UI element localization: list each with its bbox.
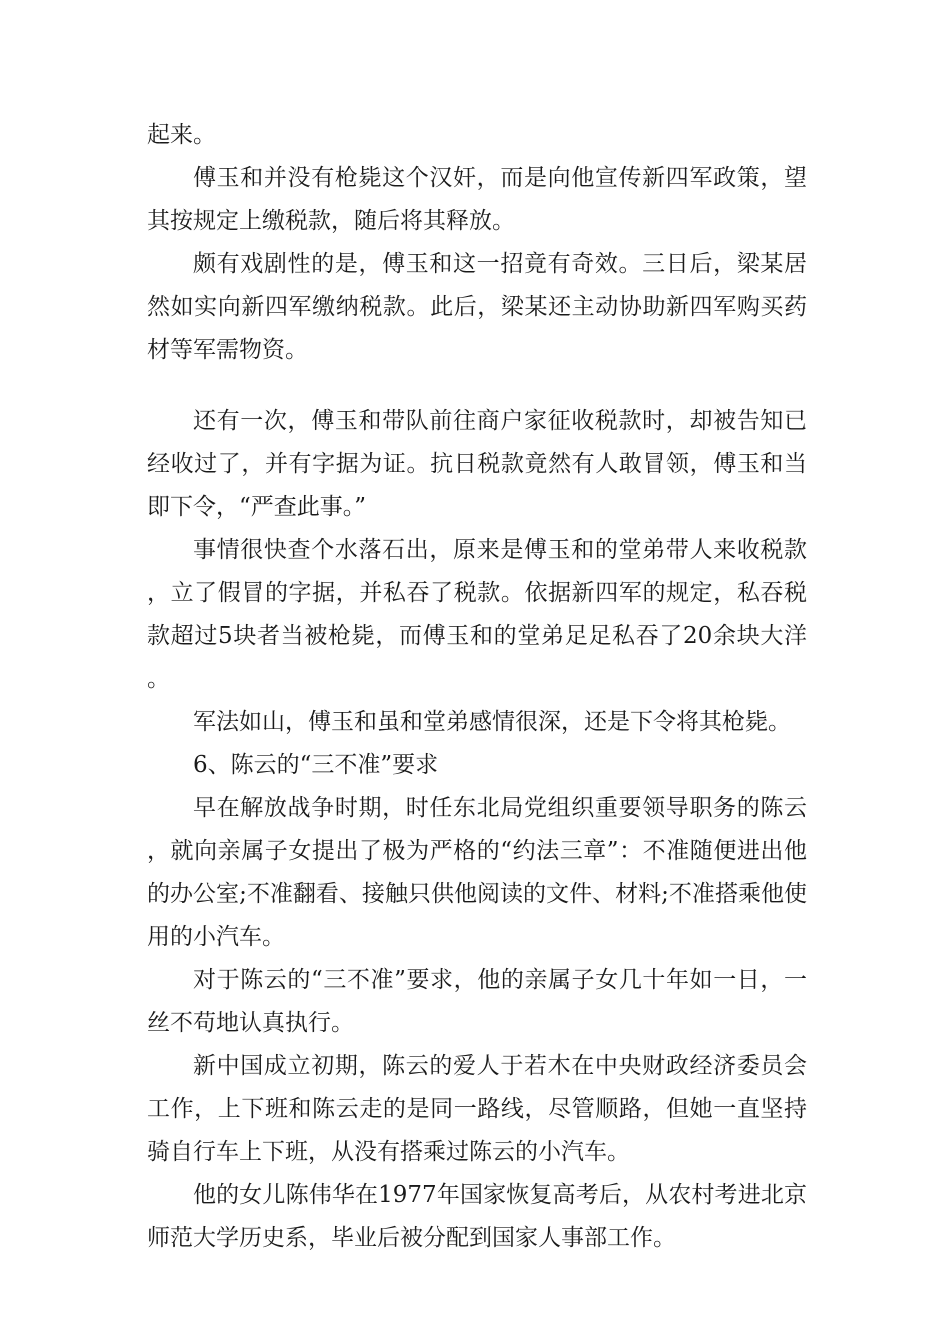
paragraph-7: 早在解放战争时期，时任东北局党组织重要领导职务的陈云，就向亲属子女提出了极为严格的“约法三章”：不准随便进出他的办公室;不准翻看、接触只供他阅读的文件、材料;不准搭乘他使用的小汽车。 xyxy=(147,795,807,950)
paragraph-3: 颇有戏剧性的是，傅玉和这一招竟有奇效。三日后，梁某居然如实向新四军缴纳税款。此后，梁某还主动协助新四军购买药材等军需物资。 xyxy=(147,251,807,363)
paragraph-10: 他的女儿陈伟华在1977年国家恢复高考后，从农村考进北京师范大学历史系，毕业后被分配到国家人事部工作。 xyxy=(147,1182,807,1251)
blank-line xyxy=(147,372,807,400)
paragraph-4: 还有一次，傅玉和带队前往商户家征收税款时，却被告知已经收过了，并有字据为证。抗日税款竟然有人敢冒领，傅玉和当即下令，“严查此事。” xyxy=(147,408,807,520)
paragraph-8: 对于陈云的“三不准”要求，他的亲属子女几十年如一日，一丝不苟地认真执行。 xyxy=(147,967,807,1036)
document-body xyxy=(147,114,807,1260)
paragraph-1: 起来。 xyxy=(147,122,216,148)
paragraph-2: 傅玉和并没有枪毙这个汉奸，而是向他宣传新四军政策，望其按规定上缴税款，随后将其释放。 xyxy=(147,165,807,234)
paragraph-9: 新中国成立初期，陈云的爱人于若木在中央财政经济委员会工作，上下班和陈云走的是同一路线，尽管顺路，但她一直坚持骑自行车上下班，从没有搭乘过陈云的小汽车。 xyxy=(147,1053,807,1165)
section-heading: 6、陈云的“三不准”要求 xyxy=(193,752,439,778)
paragraph-6: 军法如山，傅玉和虽和堂弟感情很深，还是下令将其枪毙。 xyxy=(193,709,791,735)
paragraph-5: 事情很快查个水落石出，原来是傅玉和的堂弟带人来收税款，立了假冒的字据，并私吞了税款。依据新四军的规定，私吞税款超过5块者当被枪毙，而傅玉和的堂弟足足私吞了20余块大洋。 xyxy=(147,537,807,692)
